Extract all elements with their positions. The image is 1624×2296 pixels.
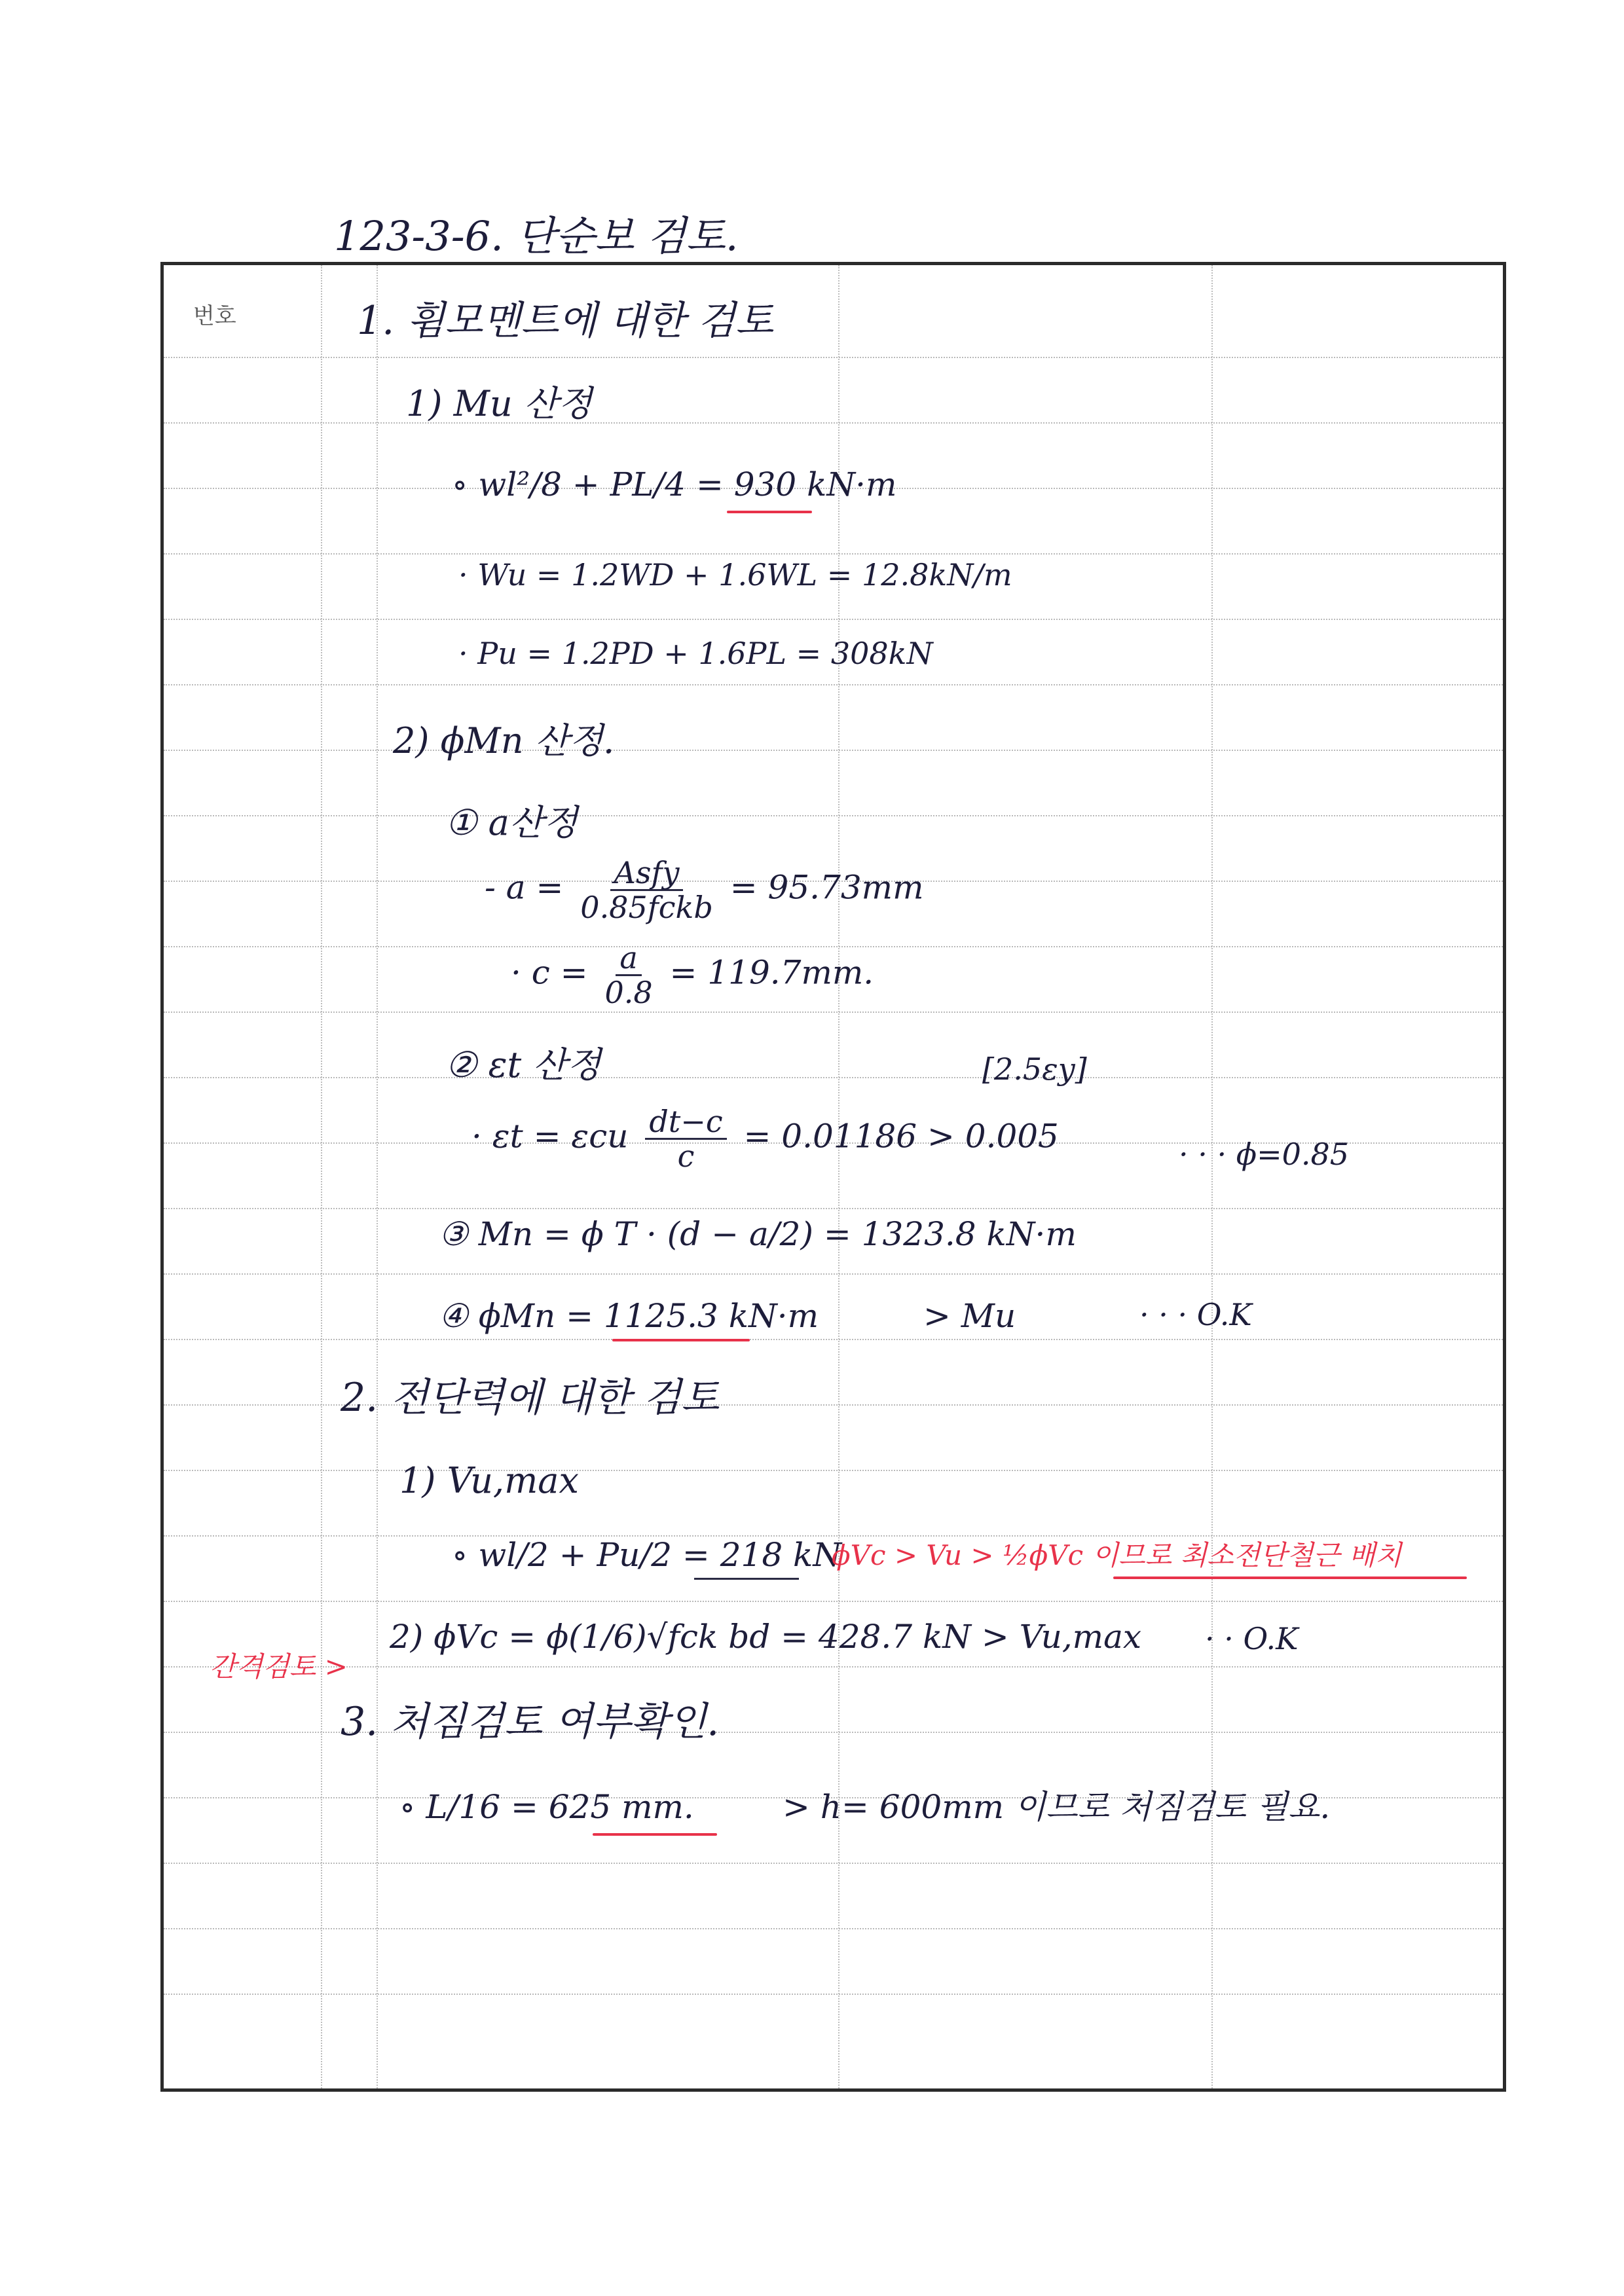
et-equation — [471, 1104, 1059, 1174]
a-fraction — [580, 855, 713, 925]
ruled-line — [164, 684, 1503, 685]
margin-line — [377, 265, 378, 2088]
et-denominator: c — [677, 1139, 695, 1174]
ruled-line — [164, 815, 1503, 816]
number-column-divider — [321, 265, 322, 2088]
section-2-heading: 2. 전단력에 대한 검토 — [341, 1375, 720, 1421]
a-numerator: Asfy — [610, 858, 684, 891]
et-rhs: = 0.01186 > 0.005 — [743, 1117, 1059, 1156]
c-equation — [511, 940, 874, 1010]
section-3-heading: 3. 처짐검토 여부확인. — [341, 1699, 720, 1745]
l16-red-underline — [593, 1833, 717, 1836]
a-rhs: = 95.73mm — [729, 868, 924, 907]
section-1-heading: 1. 휨모멘트에 대한 검토 — [357, 298, 774, 344]
ruled-line — [164, 553, 1503, 555]
ruled-line — [164, 1601, 1503, 1602]
phimn-ok: · · · O.K — [1139, 1297, 1252, 1332]
phimn-equation — [439, 1297, 819, 1335]
deflection-equation — [399, 1788, 694, 1826]
wu-equation: · Wu = 1.2WD + 1.6WL = 12.8kN/m — [458, 557, 1012, 592]
ruled-line — [164, 1863, 1503, 1864]
ruled-line — [164, 750, 1503, 751]
a-equation — [485, 855, 924, 925]
c-rhs: = 119.7mm. — [669, 953, 874, 992]
spacing-check-side-note: 간격검토 > — [210, 1650, 348, 1683]
c-lhs: · c = — [511, 953, 588, 992]
et-lhs: · εt = εcu — [471, 1117, 629, 1156]
deflection-conclusion: > h= 600mm 이므로 처짐검토 필요. — [783, 1788, 1331, 1826]
phimn-value: 1125.3 kN·m — [603, 1297, 819, 1335]
v-underline — [694, 1578, 799, 1580]
phivc-equation: 2) ϕVc = ϕ(1/6)√fck bd = 428.7 kN > Vu,max — [390, 1618, 1142, 1656]
shear-reinforcement-note: ϕVc > Vu > ½ϕVc 이므로 최소전단철근 배치 — [832, 1539, 1402, 1571]
page-title: 123-3-6. 단순보 검토. — [334, 212, 739, 260]
ruled-line — [164, 1666, 1503, 1667]
ruled-line — [164, 1077, 1503, 1078]
c-numerator: a — [616, 943, 641, 976]
a-subheading: ① a산정 — [445, 802, 578, 843]
ruled-line — [164, 1470, 1503, 1471]
mu-equation — [452, 465, 897, 503]
ruled-line — [164, 1928, 1503, 1929]
ruled-line — [164, 619, 1503, 620]
et-numerator: dt−c — [645, 1106, 726, 1140]
l16-value: 625 mm. — [548, 1788, 694, 1826]
ruled-line — [164, 422, 1503, 424]
phivc-ok: · · O.K — [1205, 1621, 1299, 1656]
et-subheading: ② εt 산정 — [445, 1044, 601, 1085]
phimn-red-underline — [612, 1339, 750, 1341]
vumax-subheading: 1) Vu,max — [399, 1460, 579, 1501]
et-fraction — [645, 1104, 726, 1174]
v-lhs: ∘ wl/2 + Pu/2 = — [452, 1536, 720, 1574]
v-equation — [452, 1536, 842, 1574]
a-lhs: - a = — [485, 868, 564, 907]
ruled-line — [164, 357, 1503, 358]
ruled-line — [164, 1208, 1503, 1209]
mu-equation-lhs: ∘ wl²/8 + PL/4 = — [452, 465, 734, 503]
ruled-line — [164, 1339, 1503, 1340]
et-bracket-note: [2.5εy] — [982, 1051, 1087, 1087]
a-denominator: 0.85fckb — [580, 890, 713, 925]
l16-lhs: ∘ L/16 = — [399, 1788, 549, 1826]
c-denominator: 0.8 — [604, 975, 653, 1010]
v-value: 218 kN — [720, 1536, 842, 1574]
number-column-label: 번호 — [193, 303, 236, 329]
phimn-lhs: ④ ϕMn = — [439, 1297, 604, 1335]
phimn-compare: > Mu — [923, 1297, 1016, 1335]
ruled-line — [164, 1273, 1503, 1275]
pu-equation: · Pu = 1.2PD + 1.6PL = 308kN — [458, 636, 933, 671]
mu-subheading: 1) Mu 산정 — [406, 383, 593, 424]
mu-value: 930 kN·m — [733, 465, 897, 503]
phimn-subheading: 2) ϕMn 산정. — [393, 720, 615, 761]
ruled-line — [164, 1011, 1503, 1013]
mn-equation: ③ Mn = ϕ T · (d − a/2) = 1323.8 kN·m — [439, 1215, 1077, 1253]
et-phi-note: · · · ϕ=0.85 — [1179, 1137, 1350, 1172]
ruled-line — [164, 1994, 1503, 1995]
mu-red-underline — [727, 511, 812, 513]
c-fraction — [604, 940, 653, 1010]
shear-note-red-underline — [1113, 1576, 1467, 1579]
